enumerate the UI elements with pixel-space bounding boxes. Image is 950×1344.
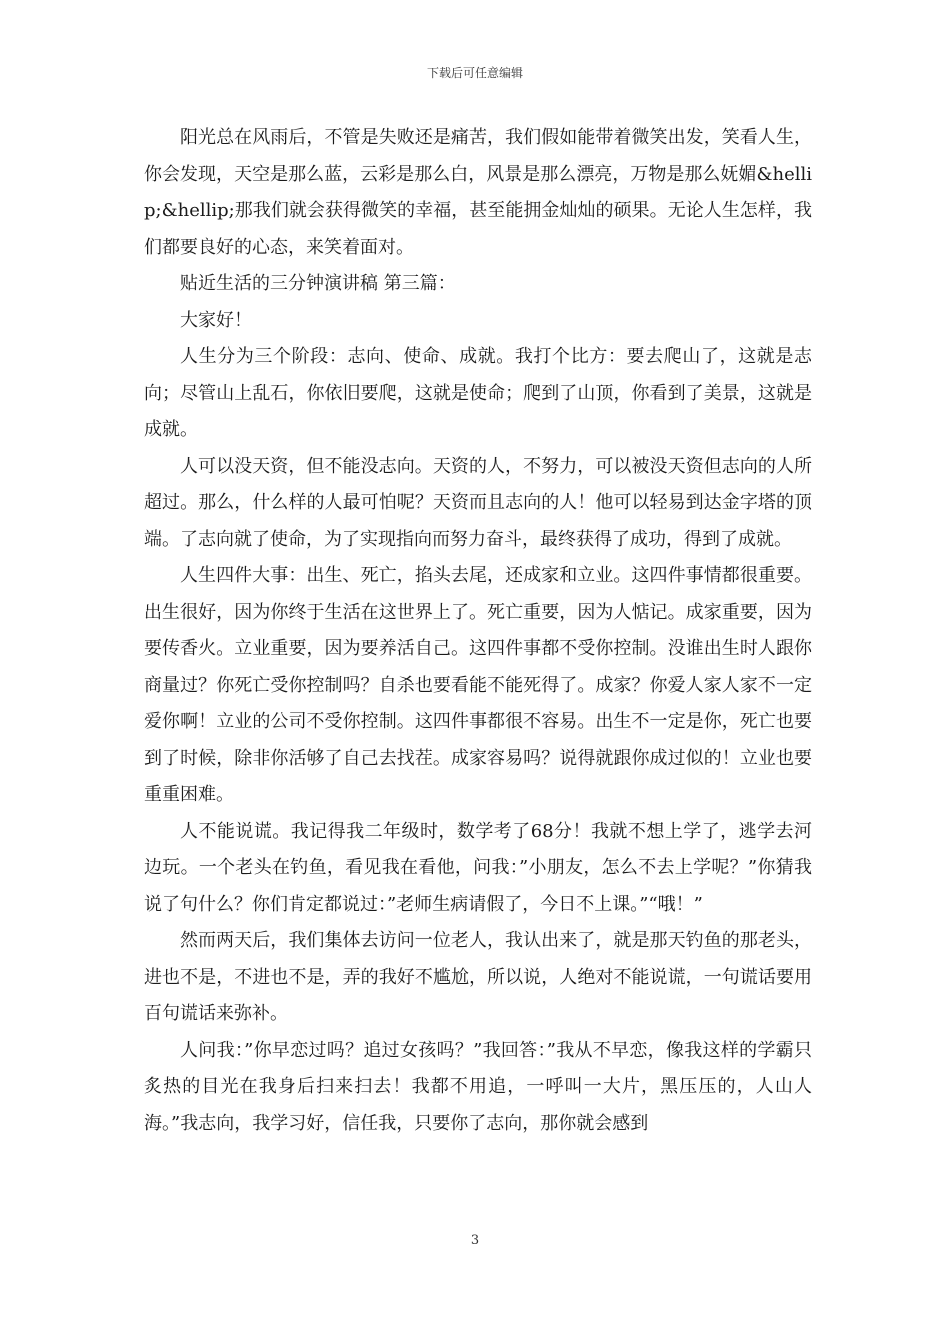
document-body: [144, 120, 812, 1142]
paragraph: 贴近生活的三分钟演讲稿 第三篇：: [180, 273, 456, 294]
page-number: 3: [470, 1233, 480, 1248]
paragraph: 然而两天后，我们集体去访问一位老人，我认出来了，就是那天钓鱼的那老头，进也不是，不进也不是，弄的我好不尴尬，所以说，人绝对不能说谎，一句谎话要用百句谎话来弥补。: [144, 930, 812, 1024]
paragraph: 人生四件大事：出生、死亡，掐头去尾，还成家和立业。这四件事情都很重要。出生很好，因为你终于生活在这世界上了。死亡重要，因为人惦记。成家重要，因为要传香火。立业重要，因为要养活自己。这四件事都不受你控制。没谁出生时人跟你商量过？你死亡受你控制吗？自杀也要看能不能死得了。成家？你爱人家人家不一定爱你啊！立业的公司不受你控制。这四件事都很不容易。出生不一定是你，死亡也要到了时候，除非你活够了自己去找茬。成家容易吗？说得就跟你成过似的！立业也要重重困难。: [144, 565, 812, 805]
page-header: 下载后可任意编辑: [426, 66, 523, 80]
paragraph: 人不能说谎。我记得我二年级时，数学考了68分！我就不想上学了，逃学去河边玩。一个老头在钓鱼，看见我在看他，问我：”小朋友，怎么不去上学呢？”你猜我说了句什么？你们肯定都说过：”老师生病请假了，今日不上课。”“哦！”: [144, 820, 812, 915]
paragraph: 阳光总在风雨后，不管是失败还是痛苦，我们假如能带着微笑出发，笑看人生，你会发现，天空是那么蓝，云彩是那么白，风景是那么漂亮，万物是那么妩媚&hellip;&hellip;那我们就会获得微笑的幸福，甚至能拥金灿灿的硕果。无论人生怎样，我们都要良好的心态，来笑着面对。: [144, 127, 812, 258]
paragraph: 人问我：”你早恋过吗？追过女孩吗？”我回答：”我从不早恋，像我这样的学霸只炙热的目光在我身后扫来扫去！我都不用追，一呼叫一大片，黑压压的，人山人海。”我志向，我学习好，信任我，只要你了志向，那你就会感到: [144, 1039, 812, 1134]
paragraph: 大家好！: [180, 309, 252, 331]
paragraph: 人可以没天资，但不能没志向。天资的人，不努力，可以被没天资但志向的人所超过。那么，什么样的人最可怕呢？天资而且志向的人！他可以轻易到达金字塔的顶端。了志向就了使命，为了实现指向而努力奋斗，最终获得了成功，得到了成就。: [144, 455, 812, 550]
paragraph: 人生分为三个阶段：志向、使命、成就。我打个比方：要去爬山了，这就是志向；尽管山上乱石，你依旧要爬，这就是使命；爬到了山顶，你看到了美景，这就是成就。: [144, 346, 812, 440]
